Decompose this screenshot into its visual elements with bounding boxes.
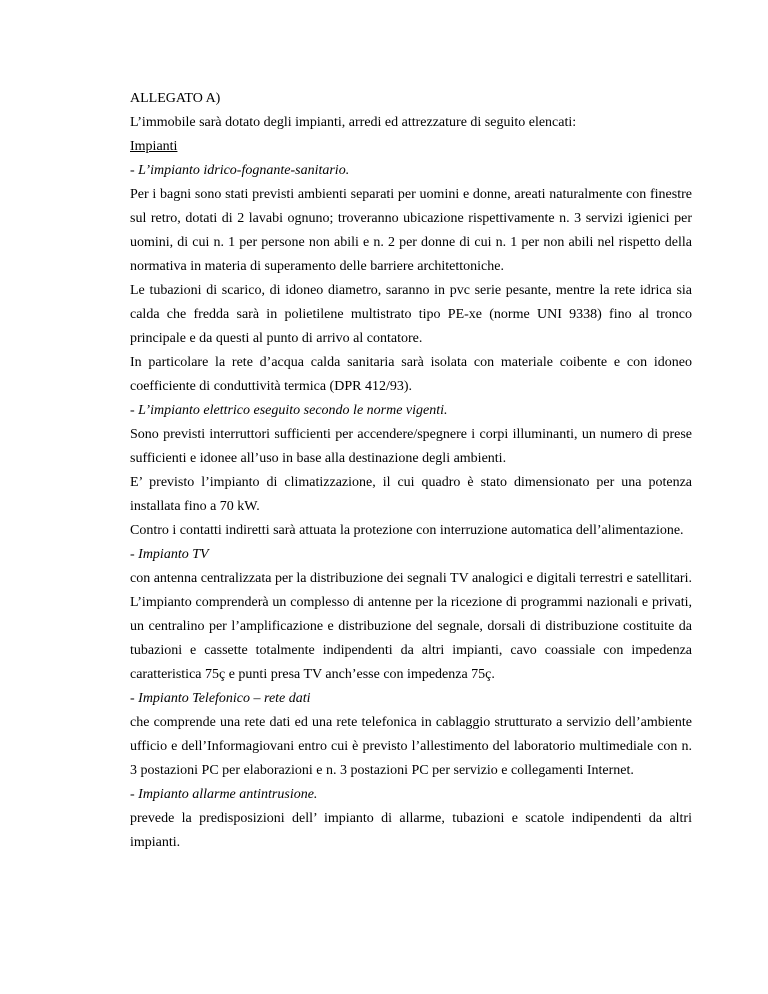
paragraph-acqua-calda: In particolare la rete d’acqua calda sanitaria sarà isolata con materiale coibente e con idoneo coefficiente di conduttività termica (DPR 412/93). — [130, 355, 692, 394]
subheading-telefonico: - Impianto Telefonico – rete dati — [130, 691, 311, 706]
document-intro: L’immobile sarà dotato degli impianti, arredi ed attrezzature di seguito elencati: — [130, 115, 577, 130]
subheading-elettrico: - L’impianto elettrico eseguito secondo le norme vigenti. — [130, 403, 448, 418]
document-page — [130, 87, 692, 855]
paragraph-rete-dati: che comprende una rete dati ed una rete telefonica in cablaggio strutturato a servizio dell’ambiente ufficio e dell’Informagiovani entro cui è previsto l’allestimento del laboratorio multimediale con n. 3 postazioni PC per elaborazioni e n. 3 postazioni PC per servizio e collegamenti Internet. — [130, 715, 692, 778]
paragraph-bagni: Per i bagni sono stati previsti ambienti separati per uomini e donne, areati naturalmente con finestre sul retro, dotati di 2 lavabi ognuno; troveranno ubicazione rispettivamente n. 3 servizi igienici per uomini, di cui n. 1 per persone non abili e n. 2 per donne di cui n. 1 per non abili nel rispetto della normativa in materia di superamento delle barriere architettoniche. — [130, 187, 692, 274]
subheading-idrico: - L’impianto idrico-fognante-sanitario. — [130, 163, 350, 178]
subheading-allarme: - Impianto allarme antintrusione. — [130, 787, 318, 802]
paragraph-tubazioni: Le tubazioni di scarico, di idoneo diametro, saranno in pvc serie pesante, mentre la rete idrica sia calda che fredda sarà in polietilene multistrato tipo PE-xe (norme UNI 9338) fino al tronco principale e da questi al punto di arrivo al contatore. — [130, 283, 692, 346]
paragraph-climatizzazione: E’ previsto l’impianto di climatizzazione, il cui quadro è stato dimensionato per una potenza installata fino a 70 kW. — [130, 475, 692, 514]
paragraph-interruttori: Sono previsti interruttori sufficienti per accendere/spegnere i corpi illuminanti, un numero di prese sufficienti e idonee all’uso in base alla destinazione degli ambienti. — [130, 427, 692, 466]
paragraph-impianto-tv: L’impianto comprenderà un complesso di antenne per la ricezione di programmi nazionali e privati, un centralino per l’amplificazione e distribuzione del segnale, dorsali di distribuzione costituite da tubazioni e cassette totalmente indipendenti da altri impianti, cavo coassiale con impedenza caratteristica 75ç e punti presa TV anch’esse con impedenza 75ç. — [130, 595, 692, 682]
subheading-tv: - Impianto TV — [130, 547, 209, 562]
document-title: ALLEGATO A) — [130, 91, 221, 106]
paragraph-antenna: con antenna centralizzata per la distribuzione dei segnali TV analogici e digitali terrestri e satellitari. — [130, 571, 692, 586]
section-heading-impianti: Impianti — [130, 139, 178, 154]
paragraph-allarme: prevede la predisposizioni dell’ impianto di allarme, tubazioni e scatole indipendenti da altri impianti. — [130, 811, 692, 850]
paragraph-protezione: Contro i contatti indiretti sarà attuata la protezione con interruzione automatica dell’alimentazione. — [130, 523, 684, 538]
